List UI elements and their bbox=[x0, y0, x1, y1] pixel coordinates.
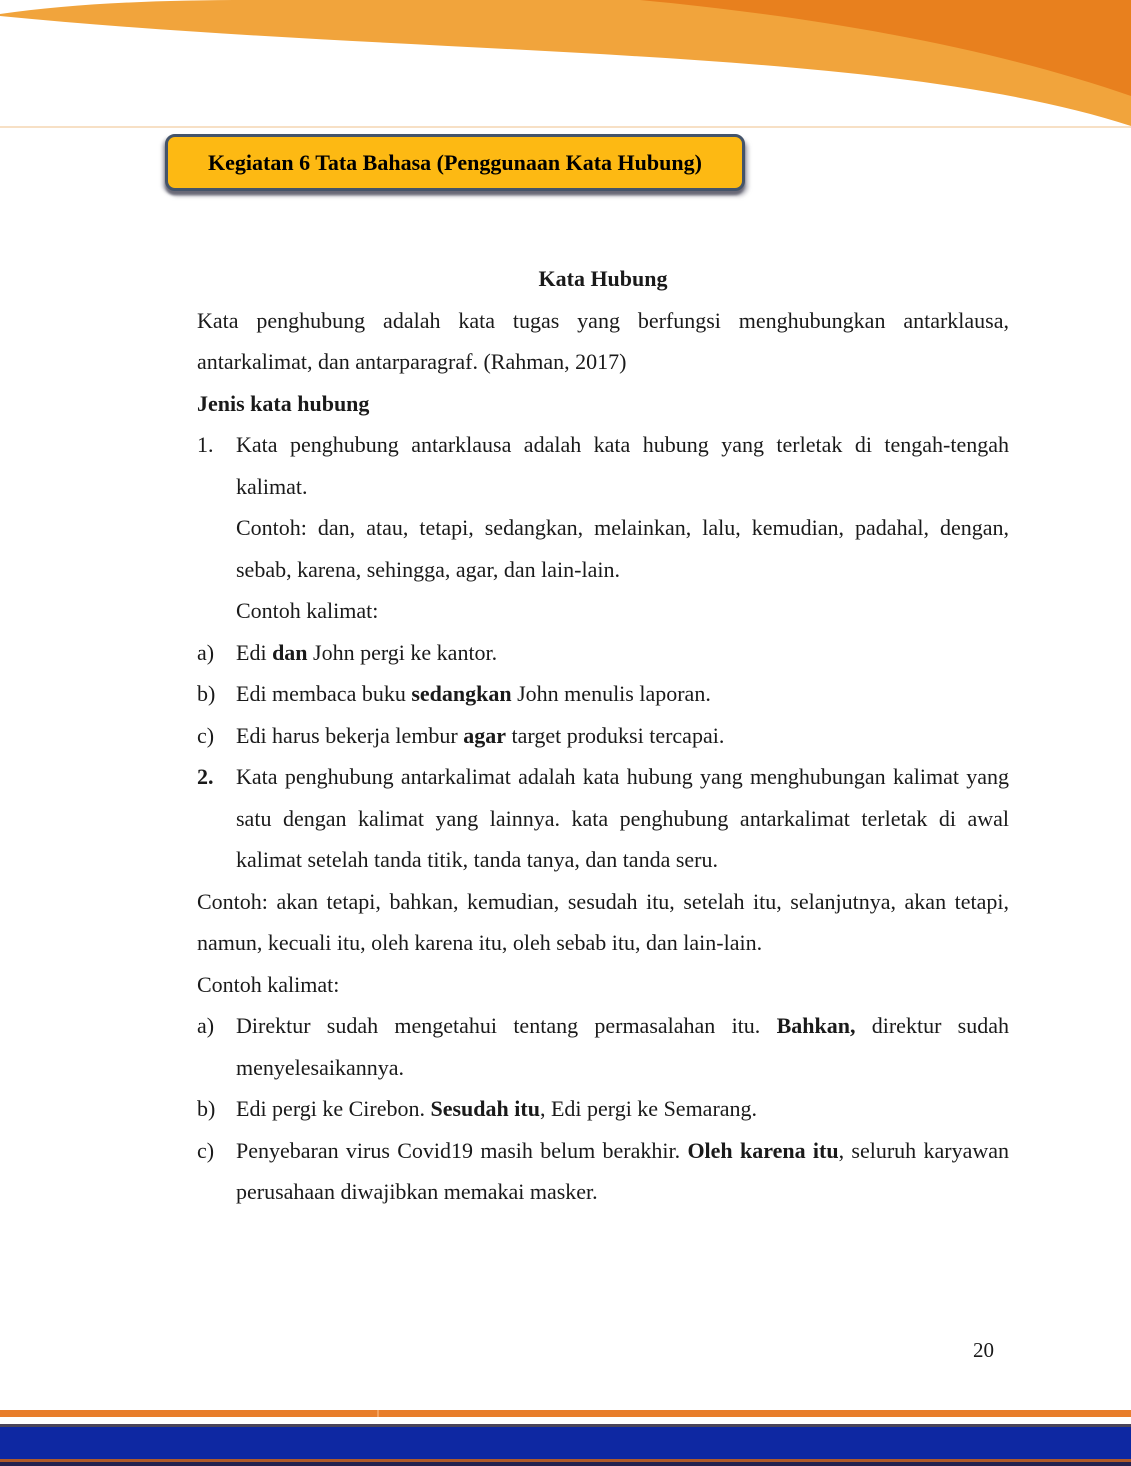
body-blocks bbox=[197, 424, 1009, 1213]
lettered-item bbox=[197, 673, 1009, 715]
lettered-item bbox=[197, 1130, 1009, 1213]
item-text: Kata penghubung antarkalimat adalah kata hubung yang menghubungan kalimat yang satu dengan kalimat yang lainnya. kata penghubung antarkalimat terletak di awal kalimat setelah tanda titik, tanda tanya, dan tanda seru. bbox=[236, 764, 1009, 872]
item-text: Edi pergi ke Cirebon. Sesudah itu, Edi pergi ke Semarang. bbox=[236, 1096, 758, 1121]
item-text: Direktur sudah mengetahui tentang permasalahan itu. Bahkan, direktur sudah menyelesaikannya. bbox=[236, 1013, 1009, 1080]
numbered-item bbox=[197, 424, 1009, 632]
lettered-item bbox=[197, 1088, 1009, 1130]
header-swoosh-graphic bbox=[0, 0, 1131, 128]
subheading: Jenis kata hubung bbox=[197, 390, 370, 416]
item-text: Edi membaca buku sedangkan John menulis laporan. bbox=[236, 681, 711, 706]
paragraph bbox=[197, 881, 1009, 1006]
footer-navy-rule bbox=[0, 1462, 1131, 1466]
list-marker: c) bbox=[197, 1137, 215, 1163]
doc-title: Kata Hubung bbox=[538, 266, 668, 291]
list-marker: a) bbox=[197, 639, 215, 665]
lettered-item bbox=[197, 1005, 1009, 1088]
footer-orange-bar-seam bbox=[377, 1410, 379, 1417]
item-text: Edi dan John pergi ke kantor. bbox=[236, 639, 498, 665]
numbered-item bbox=[197, 756, 1009, 881]
list-marker: b) bbox=[197, 681, 216, 706]
section-title-banner bbox=[165, 134, 745, 191]
lettered-item bbox=[197, 715, 1009, 757]
list-marker: 2. bbox=[197, 764, 214, 789]
intro-paragraph: Kata penghubung adalah kata tugas yang berfungsi menghubungkan antarklausa, antarkalimat, dan antarparagraf. (Rahman, 2017) bbox=[197, 307, 1009, 374]
item-text: Penyebaran virus Covid19 masih belum berakhir. Oleh karena itu, seluruh karyawan perusahaan diwajibkan memakai masker. bbox=[236, 1137, 1009, 1204]
footer-orange-bar bbox=[0, 1410, 1131, 1417]
list-marker: c) bbox=[197, 722, 215, 748]
document-content bbox=[197, 258, 1009, 1213]
section-title-label: Kegiatan 6 Tata Bahasa (Penggunaan Kata Hubung) bbox=[208, 149, 702, 175]
list-marker: b) bbox=[197, 1096, 216, 1121]
lettered-item bbox=[197, 632, 1009, 674]
item-text: Kata penghubung antarklausa adalah kata hubung yang terletak di tengah-tengah kalimat. Contoh: dan, atau, tetapi, sedangkan, melainkan, lalu, kemudian, padahal, dengan, sebab, karena, sehingga, agar, dan lain-lain. Contoh kalimat: bbox=[236, 432, 1009, 623]
list-marker: 1. bbox=[197, 432, 214, 457]
footer-blue-bar bbox=[0, 1427, 1131, 1459]
page-number: 20 bbox=[973, 1338, 994, 1362]
list-marker: a) bbox=[197, 1013, 215, 1038]
item-text: Edi harus bekerja lembur agar target produksi tercapai. bbox=[236, 722, 725, 748]
header-divider-line bbox=[0, 126, 1131, 128]
item-text: Contoh: akan tetapi, bahkan, kemudian, sesudah itu, setelah itu, selanjutnya, akan tetapi, namun, kecuali itu, oleh karena itu, oleh sebab itu, dan lain-lain. Contoh kalimat: bbox=[197, 888, 1009, 997]
